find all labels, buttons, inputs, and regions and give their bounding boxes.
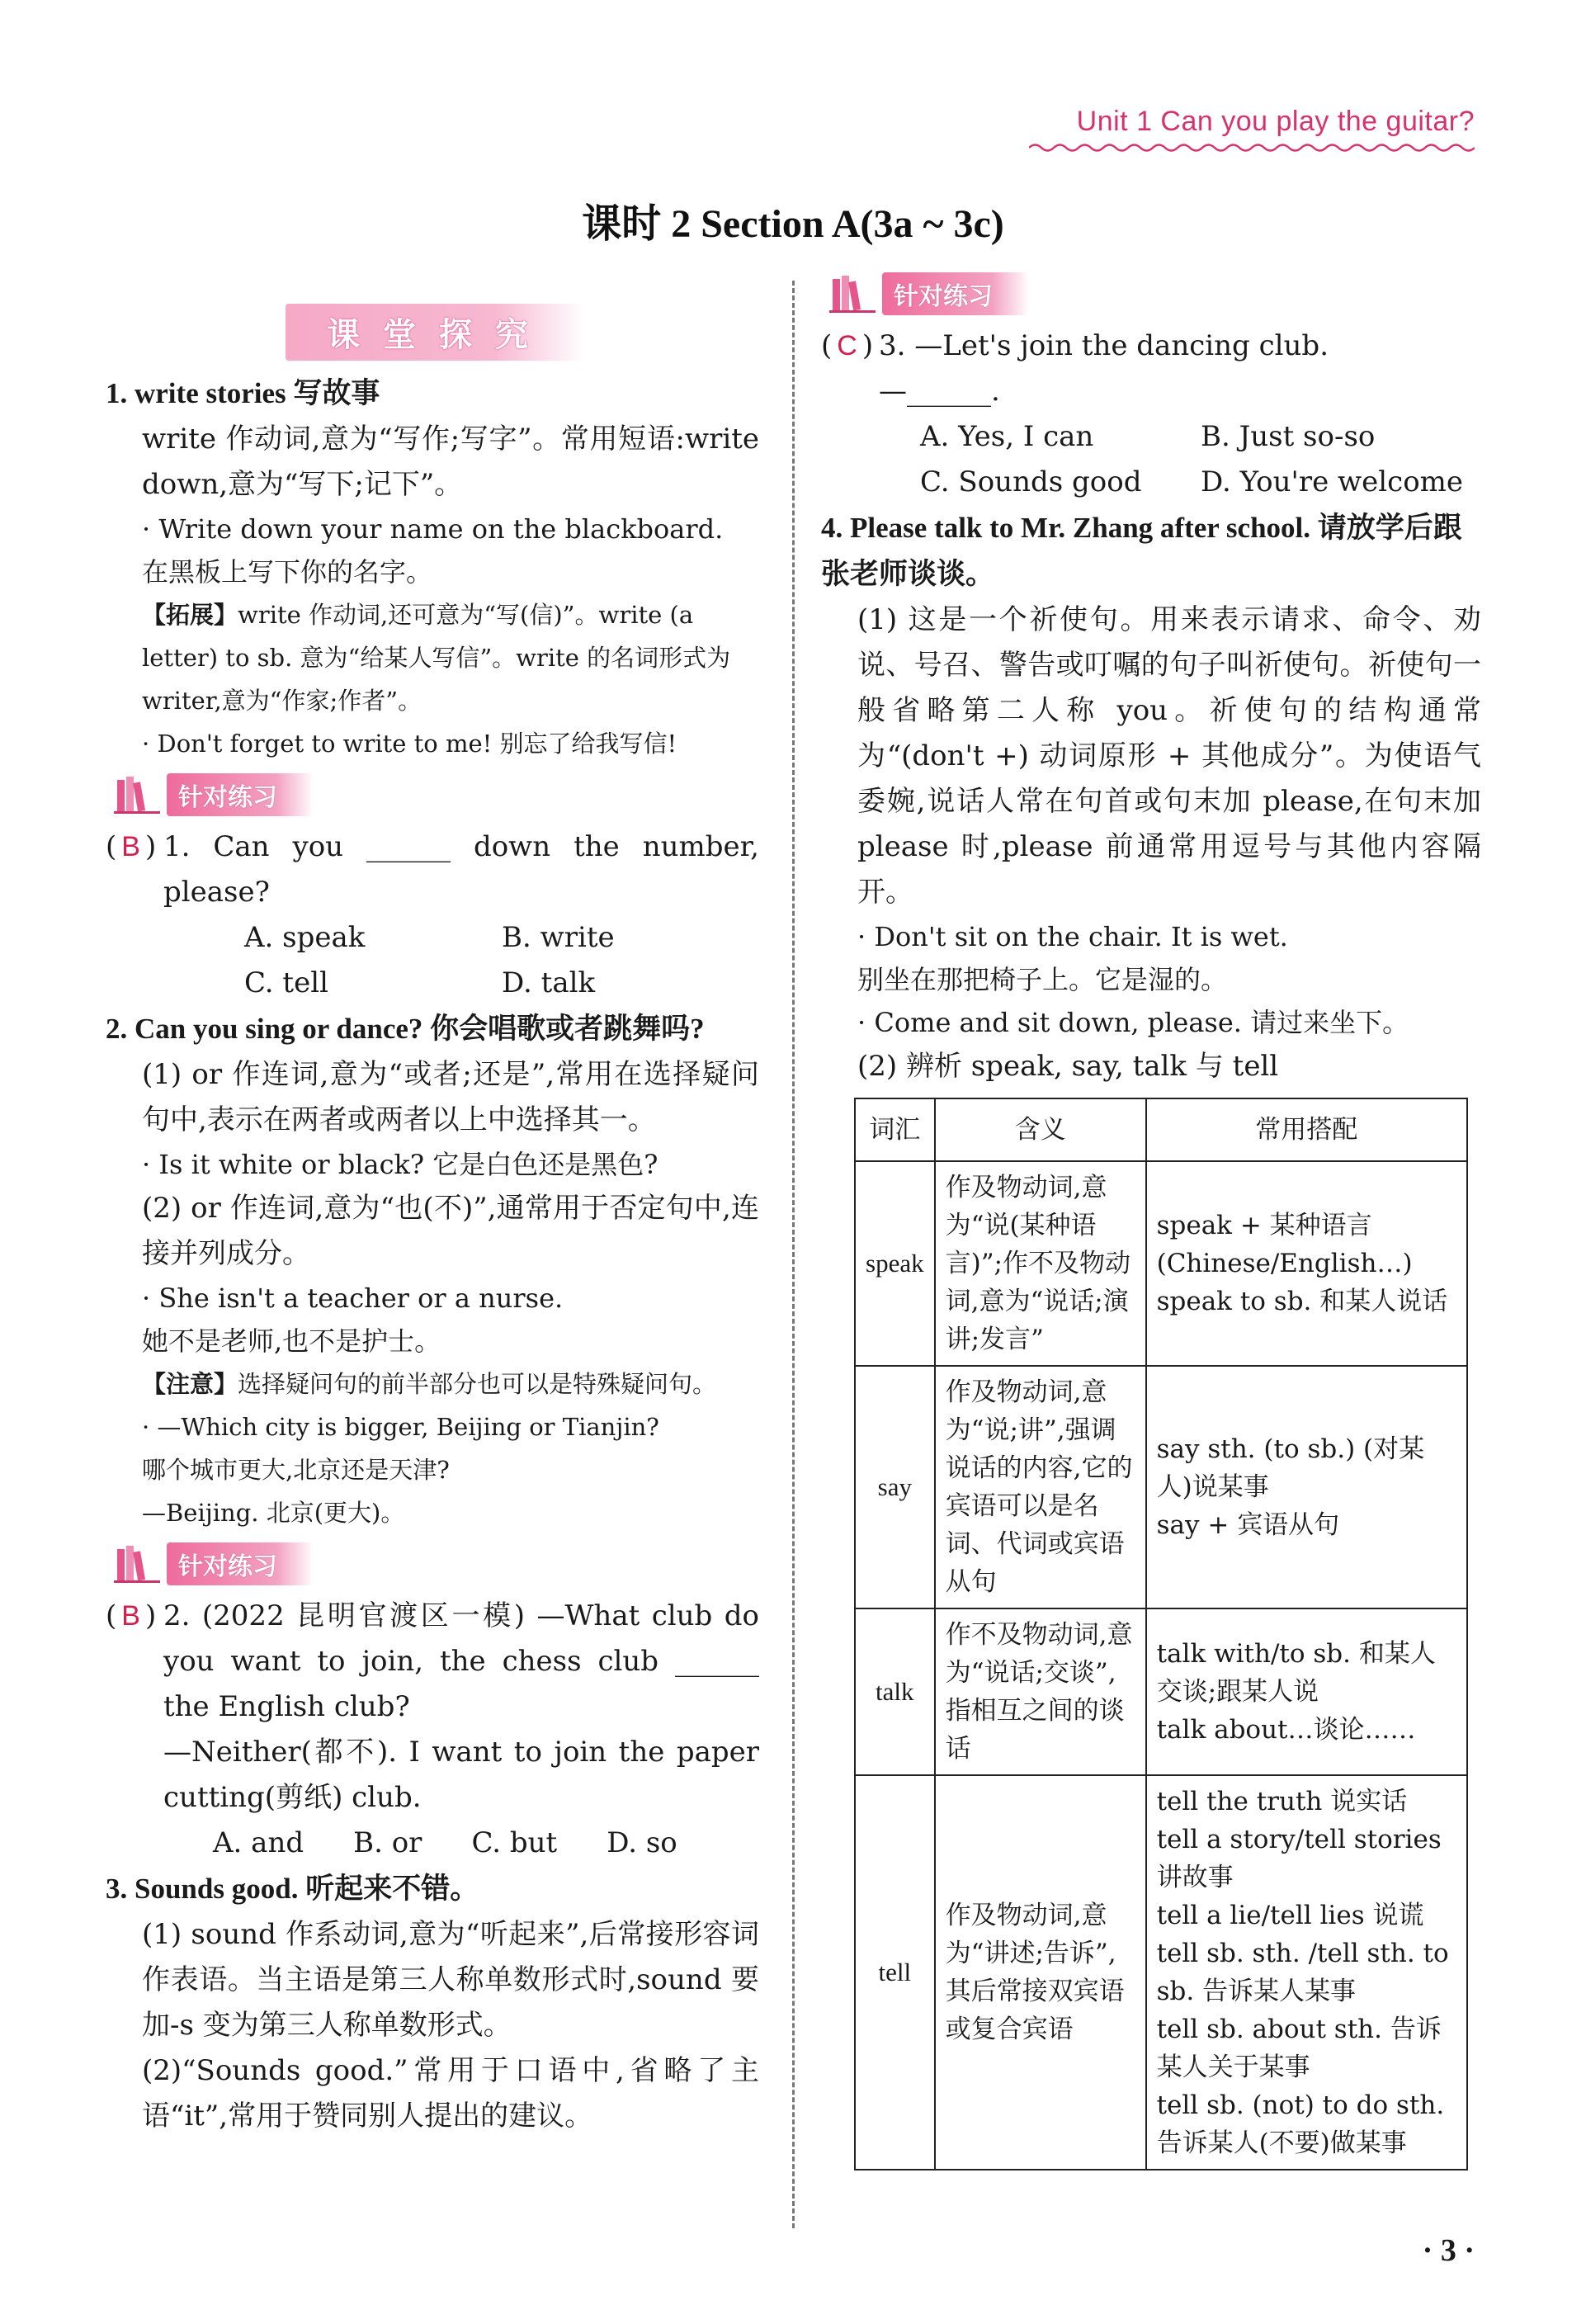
option: C. but (471, 1826, 558, 1859)
answer-mark: B (121, 1600, 140, 1632)
section-4-example-1-cn: 别坐在那把椅子上。它是湿的。 (857, 964, 1228, 995)
section-3-para-2: (2)“Sounds good.”常用于口语中,省略了主语“it”,常用于赞同别人提出的建议。 (142, 2054, 759, 2133)
option: B. write (502, 921, 615, 954)
table-cell-word: say (855, 1366, 935, 1608)
section-1-para: write 作动词,意为“写作;写字”。常用短语:write down,意为“写下;记下”。 (142, 423, 759, 501)
section-4-example-2: · Come and sit down, please. 请过来坐下。 (857, 1007, 1409, 1038)
option: D. You're welcome (1201, 465, 1464, 498)
practice-label-text: 针对练习 (167, 1542, 314, 1585)
question-stem-reply: —Neither(都不). I want to join the paper cutting(剪纸) club. (163, 1736, 759, 1814)
option: C. Sounds good (920, 465, 1142, 498)
section-3-heading: 3. Sounds good. 听起来不错。 (106, 1873, 479, 1905)
table-cell-usage (1146, 1366, 1467, 1608)
section-3-para-1: (1) sound 作系动词,意为“听起来”,后常接形容词作表语。当主语是第三人称单数形式时,sound 要加-s 变为第三人称单数形式。 (142, 1918, 759, 2042)
usage-line: tell sb. (not) to do sth. 告诉某人(不要)做某事 (1156, 2090, 1445, 2158)
section-1-example: · Write down your name on the blackboard. (142, 513, 724, 545)
practice-label-1 (114, 773, 759, 816)
usage-line: tell sb. about sth. 告诉某人关于某事 (1156, 2015, 1442, 2082)
section-2-example-2: · She isn't a teacher or a nurse. (142, 1282, 564, 1314)
section-4-heading: 4. Please talk to Mr. Zhang after school. 请放学后跟张老师谈谈。 (821, 512, 1462, 590)
question-1-options (244, 915, 759, 1006)
section-2-para-1: (1) or 作连词,意为“或者;还是”,常用在选择疑问句中,表示在两者或两者以上中选择其一。 (142, 1058, 759, 1136)
table-row (855, 1775, 1467, 2170)
table-cell-meaning: 作及物动词,意为“讲述;告诉”,其后常接双宾语或复合宾语 (935, 1775, 1146, 2170)
page-title: 课时 2 Section A(3a ~ 3c) (582, 202, 1004, 246)
table-row (855, 1161, 1467, 1366)
option: B. Just so-so (1201, 420, 1376, 453)
section-2-example-3-cn: 哪个城市更大,北京还是天津? (142, 1456, 450, 1484)
usage-line: tell the truth 说实话 (1156, 1787, 1408, 1816)
bracket-close: ) (144, 830, 157, 863)
section-3 (106, 1866, 759, 2139)
usage-line: talk about…谈论…… (1156, 1715, 1416, 1745)
option: D. talk (502, 966, 596, 999)
table-header-cell: 含义 (935, 1098, 1146, 1161)
left-column (106, 297, 759, 2139)
books-icon (114, 775, 162, 815)
answer-bracket (821, 324, 879, 414)
comparison-table (854, 1098, 1468, 2170)
practice-label-2 (114, 1542, 759, 1585)
option: B. or (353, 1826, 422, 1859)
section-2-example-3: · —Which city is bigger, Beijing or Tianjin? (142, 1413, 659, 1441)
table-cell-usage (1146, 1775, 1467, 2170)
section-4 (821, 505, 1481, 1089)
section-1-extension (142, 593, 759, 722)
answer-mark: C (837, 330, 857, 361)
section-4-para-2: (2) 辨析 speak, say, talk 与 tell (857, 1050, 1279, 1083)
question-2-options (213, 1821, 759, 1866)
bracket-open: ( (106, 1599, 117, 1632)
note-text: 选择疑问句的前半部分也可以是特殊疑问句。 (238, 1370, 717, 1398)
usage-line: tell sb. sth. /tell sth. to sb. 告诉某人某事 (1156, 1939, 1449, 2006)
usage-line: talk with/to sb. 和某人交谈;跟某人说 (1156, 1639, 1436, 1707)
books-icon (114, 1544, 162, 1584)
header-wavy-underline (1029, 142, 1475, 154)
question-1 (106, 824, 759, 915)
answer-mark: B (121, 831, 140, 862)
table-header-cell: 常用搭配 (1146, 1098, 1467, 1161)
practice-label-3 (829, 272, 1481, 315)
practice-label-text: 针对练习 (167, 773, 314, 816)
answer-bracket (106, 1594, 163, 1821)
table-cell-meaning: 作及物动词,意为“说(某种语言)”;作不及物动词,意为“说话;演讲;发言” (935, 1161, 1146, 1366)
table-cell-word: speak (855, 1161, 935, 1366)
table-header-row (855, 1098, 1467, 1161)
question-stem-text: 2. (2022 昆明官渡区一模) —What club do you want to join, the chess club ______ the English club? (163, 1599, 759, 1723)
note-tag: 【注意】 (142, 1370, 238, 1398)
extension-text: write 作动词,还可意为“写(信)”。write (a letter) to sb. 意为“给某人写信”。write 的名词形式为 writer,意为“作家;作者”。 (142, 601, 731, 715)
usage-line: say sth. (to sb.) (对某人)说某事 (1156, 1434, 1425, 1502)
bracket-open: ( (821, 329, 833, 362)
books-icon (829, 274, 877, 314)
question-stem: 1. Can you ______ down the number, please? (163, 830, 759, 909)
table-header-cell: 词汇 (855, 1098, 935, 1161)
option: C. tell (244, 966, 328, 999)
section-2-para-2: (2) or 作连词,意为“也(不)”,通常用于否定句中,连接并列成分。 (142, 1192, 759, 1270)
section-1-example-2: · Don't forget to write to me! 别忘了给我写信! (142, 730, 677, 758)
practice-label-text: 针对练习 (882, 272, 1029, 315)
section-4-para-1: (1) 这是一个祈使句。用来表示请求、命令、劝说、号召、警告或叮嘱的句子叫祈使句。祈使句一般省略第二人称 you。祈使句的结构通常为“(don't +) 动词原形 + 其他成分”。为使语气委婉,说话人常在句首或句末加 please,在句末加 please 时,please 前通常用逗号与其他内容隔开。 (857, 603, 1481, 909)
section-2-heading: 2. Can you sing or dance? 你会唱歌或者跳舞吗? (106, 1013, 705, 1045)
section-1-example-cn: 在黑板上写下你的名字。 (142, 556, 433, 588)
section-2-example-1: · Is it white or black? 它是白色还是黑色? (142, 1149, 658, 1180)
bracket-close: ) (861, 329, 874, 362)
section-2 (106, 1006, 759, 1534)
table-cell-usage (1146, 1608, 1467, 1775)
option: A. speak (244, 921, 366, 954)
question-stem (879, 324, 1481, 414)
table-cell-word: talk (855, 1608, 935, 1775)
section-2-note (142, 1363, 759, 1405)
table-row (855, 1366, 1467, 1608)
option: D. so (607, 1826, 677, 1859)
question-3 (821, 324, 1481, 414)
answer-bracket (106, 824, 163, 915)
unit-header: Unit 1 Can you play the guitar? (1076, 106, 1475, 137)
bracket-close: ) (144, 1599, 157, 1632)
table-cell-meaning: 作及物动词,意为“说;讲”,强调说话的内容,它的宾语可以是名词、代词或宾语从句 (935, 1366, 1146, 1608)
question-3-options (920, 414, 1481, 505)
section-4-example-1: · Don't sit on the chair. It is wet. (857, 921, 1288, 952)
section-1 (106, 371, 759, 765)
column-divider (792, 281, 795, 2228)
extension-tag: 【拓展】 (142, 601, 238, 629)
question-2 (106, 1594, 759, 1821)
option: A. and (213, 1826, 304, 1859)
question-stem-text: 3. —Let's join the dancing club. (879, 329, 1329, 362)
section-2-example-2-cn: 她不是老师,也不是护士。 (142, 1325, 441, 1357)
question-stem (163, 1594, 759, 1821)
class-explore-banner: 课堂探究 (286, 304, 584, 361)
page-number: · 3 · (1422, 2233, 1475, 2268)
table-row (855, 1608, 1467, 1775)
section-2-example-3-answer: —Beijing. 北京(更大)。 (142, 1499, 405, 1527)
usage-line: tell a lie/tell lies 说谎 (1156, 1901, 1424, 1930)
table-cell-word: tell (855, 1775, 935, 2170)
table-cell-meaning: 作不及物动词,意为“说话;交谈”,指相互之间的谈话 (935, 1608, 1146, 1775)
section-1-heading: 1. write stories 写故事 (106, 377, 380, 409)
usage-line: speak + 某种语言 (Chinese/English…) (1156, 1211, 1413, 1278)
table-cell-usage (1146, 1161, 1467, 1366)
question-stem-reply: —______. (879, 375, 1000, 408)
usage-line: say + 宾语从句 (1156, 1510, 1340, 1540)
right-column (821, 272, 1481, 2170)
bracket-open: ( (106, 830, 117, 863)
usage-line: speak to sb. 和某人说话 (1156, 1287, 1448, 1316)
usage-line: tell a story/tell stories 讲故事 (1156, 1825, 1442, 1892)
option: A. Yes, I can (920, 420, 1094, 453)
